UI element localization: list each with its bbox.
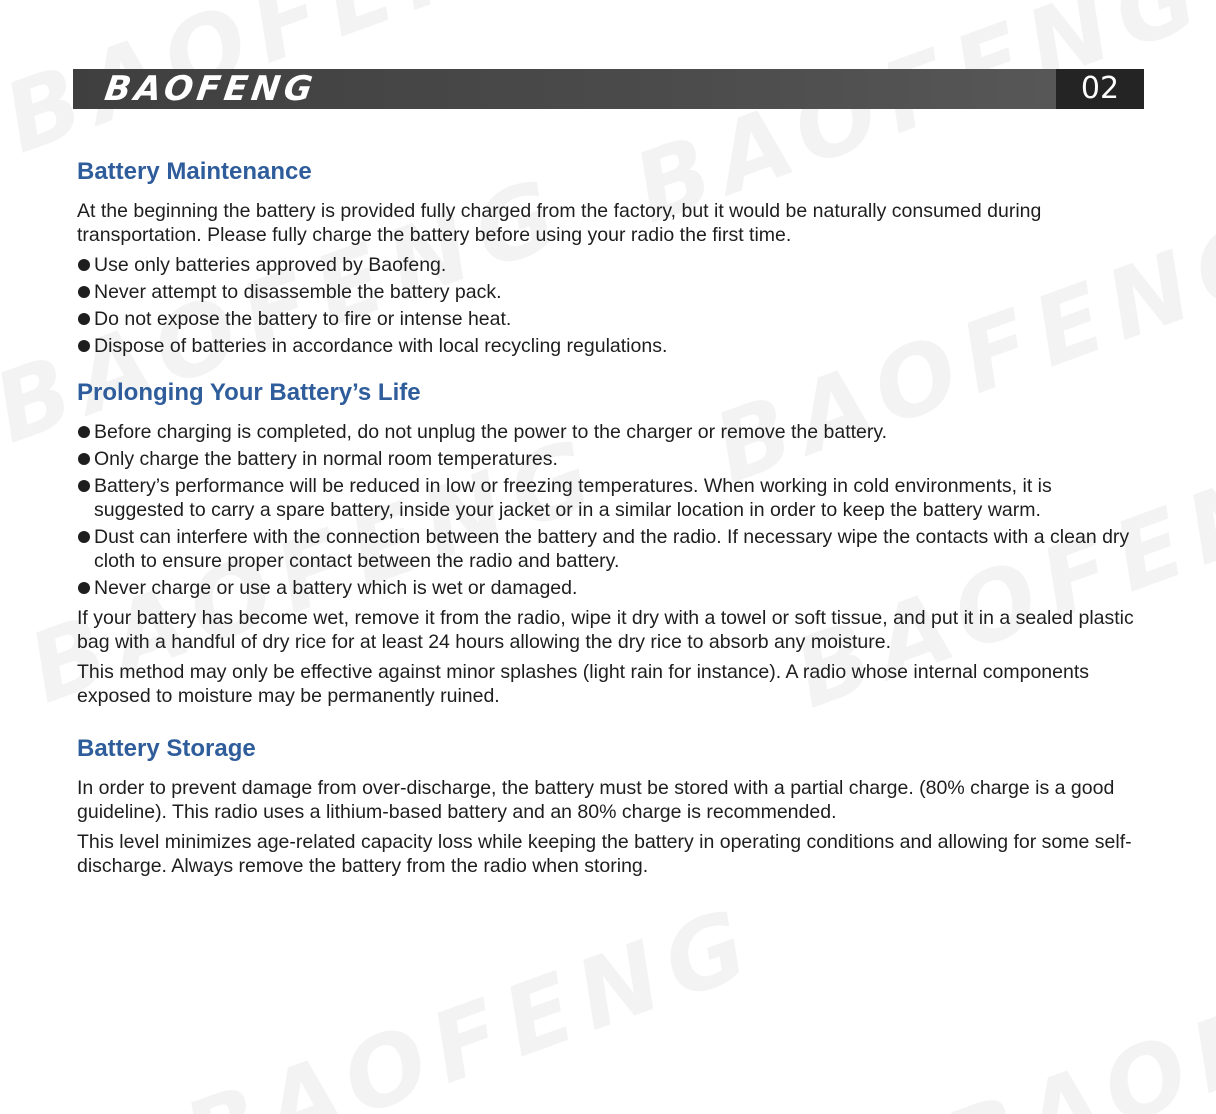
section-title: Prolonging Your Battery’s Life <box>77 379 421 406</box>
list-item: Battery’s performance will be reduced in low or freezing temperatures. When working in cold environments, it is suggested to carry a spare battery, inside your jacket or in a similar location in order to keep the battery warm. <box>77 474 1143 522</box>
paragraph: This method may only be effective against minor splashes (light rain for instance). A radio whose internal components exposed to moisture may be permanently ruined. <box>77 661 1090 707</box>
watermark <box>170 885 773 1114</box>
section-battery-maintenance <box>77 156 1143 358</box>
list-item: Never attempt to disassemble the battery pack. <box>77 280 1143 304</box>
list-item: Dust can interfere with the connection between the battery and the radio. If necessary wipe the contacts with a clean dry cloth to ensure proper contact between the radio and battery. <box>77 525 1143 573</box>
list-item: Dispose of batteries in accordance with local recycling regulations. <box>77 334 1143 358</box>
brand-logo: BAOFENG <box>102 69 319 109</box>
paragraph: In order to prevent damage from over-discharge, the battery must be stored with a partial charge. (80% charge is a good guideline). This radio uses a lithium-based battery and an 80% charge is recommended. <box>77 777 1115 823</box>
section-prolonging-battery-life <box>77 377 1143 708</box>
section-title: Battery Storage <box>77 735 256 762</box>
section-battery-storage <box>77 733 1143 878</box>
paragraph: This level minimizes age-related capacity loss while keeping the battery in operating conditions and allowing for some self-discharge. Always remove the battery from the radio when storing. <box>77 831 1132 877</box>
list-item: Never charge or use a battery which is wet or damaged. <box>77 576 1143 600</box>
list-item: Use only batteries approved by Baofeng. <box>77 253 1143 277</box>
page-content <box>77 150 1143 878</box>
section-intro: At the beginning the battery is provided fully charged from the factory, but it would be naturally consumed during transportation. Please fully charge the battery before using your radio the first time. <box>77 200 1042 246</box>
bullet-list <box>77 253 1143 358</box>
paragraph: If your battery has become wet, remove it from the radio, wipe it dry with a towel or soft tissue, and put it in a sealed plastic bag with a handful of dry rice for at least 24 hours allowing the dry rice to absorb any moisture. <box>77 607 1134 653</box>
bullet-list <box>77 420 1143 600</box>
list-item: Only charge the battery in normal room temperatures. <box>77 447 1143 471</box>
list-item: Do not expose the battery to fire or intense heat. <box>77 307 1143 331</box>
page-number: 02 <box>1056 69 1144 109</box>
watermark <box>930 895 1216 1114</box>
list-item: Before charging is completed, do not unplug the power to the charger or remove the battery. <box>77 420 1143 444</box>
section-title: Battery Maintenance <box>77 158 312 185</box>
header-bar <box>73 69 1144 109</box>
